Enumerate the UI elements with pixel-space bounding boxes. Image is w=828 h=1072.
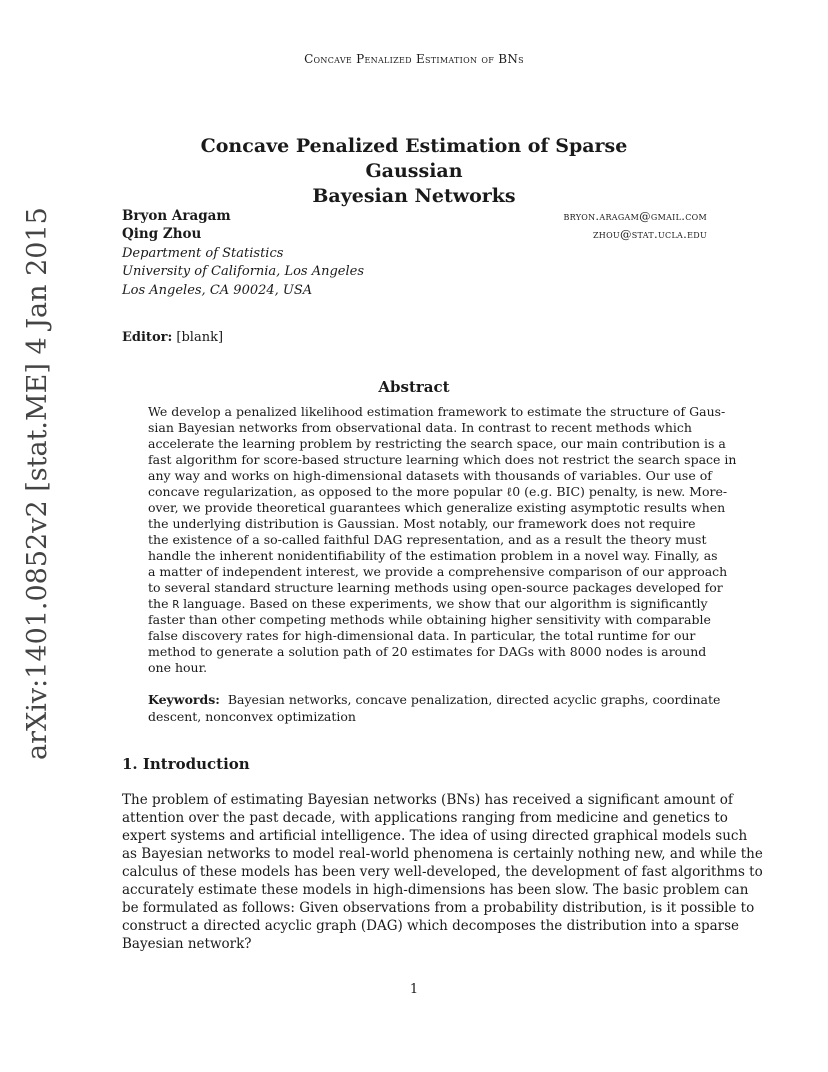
keywords-line-2: descent, nonconvex optimization	[148, 709, 356, 724]
intro-line: calculus of these models has been very well-developed, the development of fast algorithms to	[122, 864, 763, 880]
keywords-line-1	[148, 692, 721, 707]
intro-line: The problem of estimating Bayesian networks (BNs) has received a significant amount of	[122, 792, 733, 808]
running-head: Concave Penalized Estimation of BNs	[304, 52, 524, 66]
abstract-line: a matter of independent interest, we provide a comprehensive comparison of our approach	[148, 564, 728, 579]
abstract-line: the existence of a so-called faithful DAG representation, and as a result the theory must	[148, 532, 707, 547]
abstract-line: We develop a penalized likelihood estimation framework to estimate the structure of Gaus-	[148, 404, 726, 419]
abstract-line-rest: language. Based on these experiments, we show that our algorithm is significantly	[183, 596, 708, 611]
abstract-line: accelerate the learning problem by restricting the search space, our main contribution is a	[148, 436, 726, 451]
editor-line	[122, 330, 223, 345]
intro-line: construct a directed acyclic graph (DAG) which decomposes the distribution into a sparse	[122, 918, 740, 934]
abstract-heading: Abstract	[378, 378, 450, 396]
abstract-line: to several standard structure learning methods using open-source packages developed for	[148, 580, 723, 595]
abstract-line: fast algorithm for score-based structure learning which does not restrict the search space in	[148, 452, 737, 467]
keywords-label: Keywords:	[148, 692, 220, 707]
abstract-line: any way and works on high-dimensional datasets with thousands of variables. Our use of	[148, 468, 712, 483]
abstract-line: method to generate a solution path of 20 estimates for DAGs with 8000 nodes is around	[148, 644, 707, 659]
author-row-1	[122, 208, 707, 224]
title-line-1: Concave Penalized Estimation of Sparse Gaussian	[200, 135, 628, 182]
affiliation-department: Department of Statistics	[122, 246, 284, 261]
paper-title	[150, 134, 678, 209]
abstract-line: the underlying distribution is Gaussian. Most notably, our framework does not require	[148, 516, 696, 531]
title-line-2: Bayesian Networks	[312, 185, 516, 207]
author-name: Qing Zhou	[122, 226, 202, 242]
abstract-line: handle the inherent nonidentifiability of the estimation problem in a novel way. Finally, as	[148, 548, 718, 563]
abstract-line: faster than other competing methods while obtaining higher sensitivity with comparable	[148, 612, 711, 627]
intro-line: accurately estimate these models in high-dimensions has been slow. The basic problem can	[122, 882, 749, 898]
author-row-2	[122, 226, 707, 242]
abstract-line	[148, 596, 708, 613]
editor-label: Editor:	[122, 330, 173, 345]
page-number: 1	[409, 982, 419, 997]
arxiv-identifier: arXiv:1401.0852v2 [stat.ME] 4 Jan 2015	[22, 207, 53, 760]
intro-line: be formulated as follows: Given observations from a probability distribution, is it possible to	[122, 900, 755, 916]
affiliation-address: Los Angeles, CA 90024, USA	[122, 283, 313, 298]
intro-line: Bayesian network?	[122, 936, 252, 952]
author-name: Bryon Aragam	[122, 208, 231, 224]
author-email[interactable]: bryon.aragam@gmail.com	[563, 209, 707, 223]
abstract-line: one hour.	[148, 660, 208, 675]
author-email[interactable]: zhou@stat.ucla.edu	[592, 227, 707, 241]
affiliation-university: University of California, Los Angeles	[122, 264, 365, 279]
r-language-code: R	[172, 598, 180, 611]
intro-line: as Bayesian networks to model real-world phenomena is certainly nothing new, and while the	[122, 846, 763, 862]
keywords-text: Bayesian networks, concave penalization, directed acyclic graphs, coordinate	[227, 692, 721, 707]
abstract-line: over, we provide theoretical guarantees which generalize existing asymptotic results when	[148, 500, 726, 515]
section-heading-introduction: 1. Introduction	[122, 755, 250, 773]
editor-value: [blank]	[176, 330, 224, 345]
intro-line: expert systems and artificial intelligence. The idea of using directed graphical models such	[122, 828, 748, 844]
abstract-line: concave regularization, as opposed to the more popular ℓ0 (e.g. BIC) penalty, is new. More-	[148, 484, 728, 499]
abstract-line: false discovery rates for high-dimensional data. In particular, the total runtime for our	[148, 628, 696, 643]
abstract-line: sian Bayesian networks from observational data. In contrast to recent methods which	[148, 420, 692, 435]
abstract-line-prefix: the	[148, 596, 169, 611]
intro-line: attention over the past decade, with applications ranging from medicine and genetics to	[122, 810, 728, 826]
